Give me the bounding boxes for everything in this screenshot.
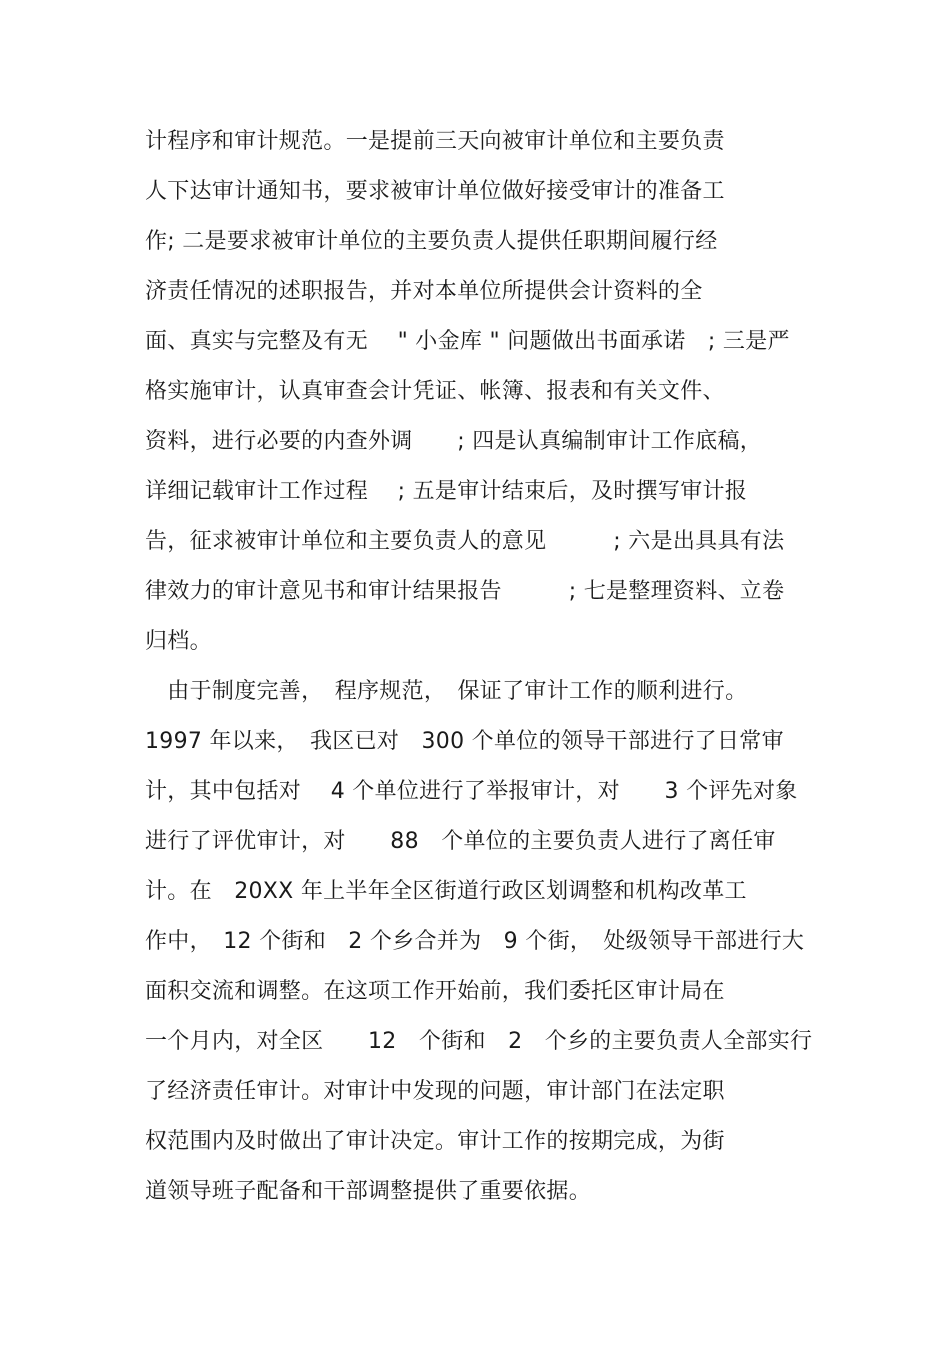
text-line: 格实施审计，认真审查会计凭证、帐簿、报表和有关文件、 [145, 379, 725, 404]
text-line: 由于制度完善， 程序规范， 保证了审计工作的顺利进行。 [145, 679, 748, 704]
text-line: 详细记载审计工作过程 ; 五是审计结束后，及时撰写审计报 [145, 479, 748, 504]
text-line: 1997 年以来， 我区已对 300 个单位的领导干部进行了日常审 [145, 729, 784, 754]
text-line: 人下达审计通知书，要求被审计单位做好接受审计的准备工 [145, 179, 725, 204]
text-line: 了经济责任审计。对审计中发现的问题，审计部门在法定职 [145, 1079, 725, 1104]
text-line: 面积交流和调整。在这项工作开始前，我们委托区审计局在 [145, 979, 725, 1004]
text-line: 权范围内及时做出了审计决定。审计工作的按期完成，为街 [145, 1129, 725, 1154]
text-line: 面、真实与完整及有无 " 小金库 " 问题做出书面承诺 ; 三是严 [145, 329, 790, 354]
text-line: 作中， 12 个街和 2 个乡合并为 9 个街， 处级领导干部进行大 [145, 929, 805, 954]
text-line: 归档。 [145, 629, 212, 654]
text-line: 律效力的审计意见书和审计结果报告 ; 七是整理资料、立卷 [145, 579, 785, 604]
text-line: 告，征求被审计单位和主要负责人的意见 ; 六是出具具有法 [145, 529, 785, 554]
text-line: 进行了评优审计，对 88 个单位的主要负责人进行了离任审 [145, 829, 776, 854]
text-line: 计程序和审计规范。一是提前三天向被审计单位和主要负责 [145, 129, 725, 154]
text-line: 一个月内，对全区 12 个街和 2 个乡的主要负责人全部实行 [145, 1029, 813, 1054]
text-line: 作; 二是要求被审计单位的主要负责人提供任职期间履行经 [145, 229, 718, 254]
text-line: 济责任情况的述职报告，并对本单位所提供会计资料的全 [145, 279, 703, 304]
text-line: 道领导班子配备和干部调整提供了重要依据。 [145, 1179, 592, 1204]
text-line: 计。在 20XX 年上半年全区街道行政区划调整和机构改革工 [145, 879, 747, 904]
text-line: 计，其中包括对 4 个单位进行了举报审计，对 3 个评先对象 [145, 779, 798, 804]
text-line: 资料，进行必要的内查外调 ; 四是认真编制审计工作底稿， [145, 429, 763, 454]
